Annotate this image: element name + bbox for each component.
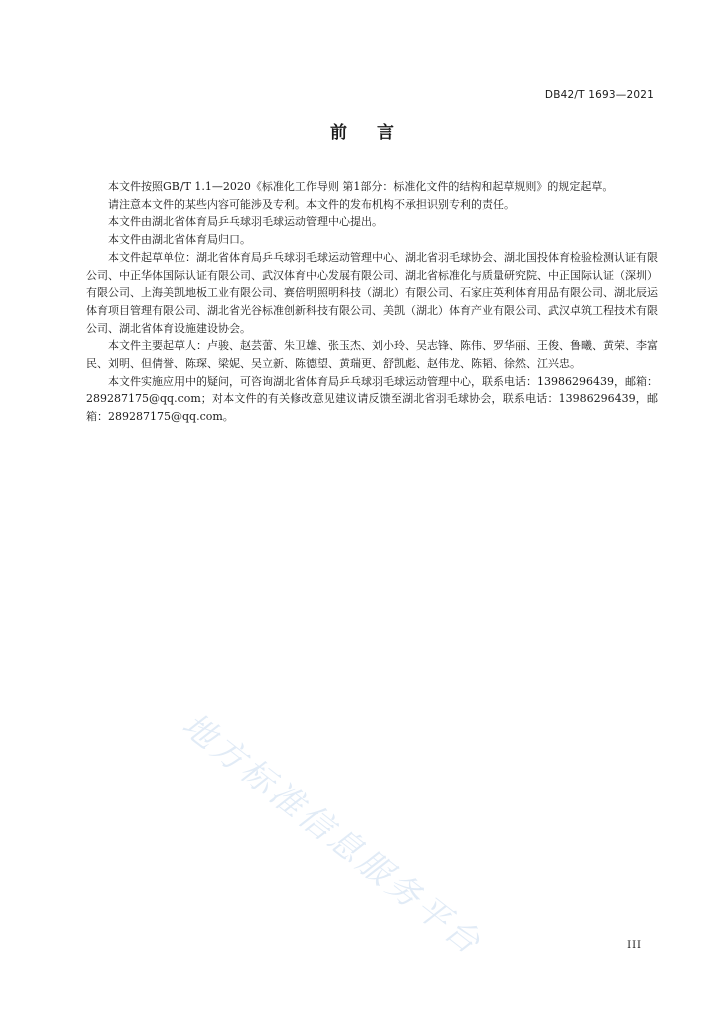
paragraph-drafting-units: 本文件起草单位：湖北省体育局乒乓球羽毛球运动管理中心、湖北省羽毛球协会、湖北国投体育检验检测认证有限公司、中正华体国际认证有限公司、武汉体育中心发展有限公司、湖北省标准化与质量研究院、中正国际认证（深圳）有限公司、上海美凯地板工业有限公司、赛倍明照明科技（湖北）有限公司、石家庄英利体育用品有限公司、湖北辰运体育项目管理有限公司、湖北省光谷标准创新科技有限公司、美凯（湖北）体育产业有限公司、武汉卓筑工程技术有限公司、湖北省体育设施建设协会。	[86, 250, 658, 335]
paragraph-drafters: 本文件主要起草人：卢骏、赵芸蕾、朱卫雄、张玉杰、刘小玲、吴志锋、陈伟、罗华丽、王俊、鲁曦、黄荣、李富民、刘明、但倩誉、陈琛、梁妮、吴立新、陈德望、黄瑞更、舒凯彪、赵伟龙、陈韬、徐然、江兴忠。	[86, 339, 658, 371]
document-code: DB42/T 1693—2021	[544, 89, 654, 101]
paragraph-patent-notice: 请注意本文件的某些内容可能涉及专利。本文件的发布机构不承担识别专利的责任。	[108, 197, 515, 211]
paragraph-drafting-rules: 本文件按照GB/T 1.1—2020《标准化工作导则 第1部分：标准化文件的结构和起草规则》的规定起草。	[108, 180, 614, 193]
paragraph-contact: 本文件实施应用中的疑问，可咨询湖北省体育局乒乓球羽毛球运动管理中心，联系电话：13986296439，邮箱：289287175@qq.com；对本文件的有关修改意见建议请反馈至湖北省羽毛球协会，联系电话：13986296439，邮箱：289287175@qq.com。	[86, 374, 658, 424]
watermark-text: 地方标准信息服务平台	[174, 704, 491, 964]
page-number: III	[627, 940, 642, 951]
paragraph-proposer: 本文件由湖北省体育局乒乓球羽毛球运动管理中心提出。	[108, 215, 383, 229]
paragraph-administrator: 本文件由湖北省体育局归口。	[108, 233, 251, 247]
foreword-body	[86, 178, 658, 426]
page-heading: 前言	[330, 123, 424, 143]
